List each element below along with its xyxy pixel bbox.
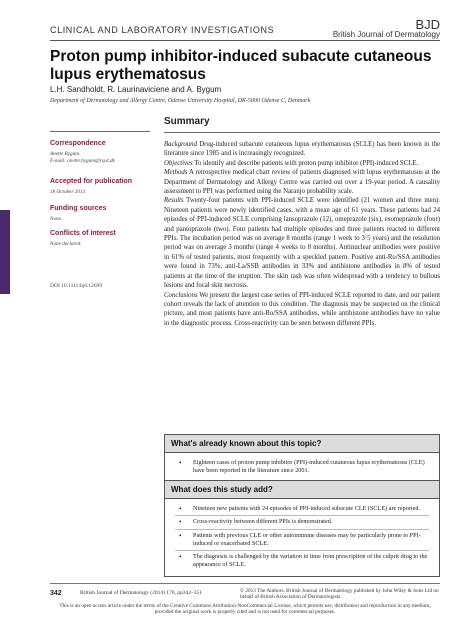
correspondence-name: Anette Bygum. (50, 151, 81, 157)
section-side-tab (0, 210, 10, 294)
abstract-conclusions (164, 291, 440, 329)
abstract-objectives (164, 159, 440, 168)
objectives-label: Objectives (164, 159, 193, 167)
doi[interactable]: DOI 10.1111/bjd.12699 (50, 283, 103, 289)
already-known-box (164, 434, 440, 483)
methods-label: Methods (164, 169, 188, 177)
list-item: • Patients with previous CLE or other autoimmune diseases may be particularly prone to PPI-induced or exacerbated SCLE. (175, 529, 429, 549)
methods-text: A retrospective medical chart review of patients diagnosed with lupus erythematosus at the Department of Dermatology and Allergy Centre was carried out over a 19-year period. A causality assessment to PPI was performed using the Naranjo probability scale. (164, 169, 440, 196)
correspondence-email[interactable]: E-mail: anette.bygum@rsyd.dk (50, 158, 115, 164)
conclusions-text: We present the largest case series of PPI-induced SCLE reported to date, and our patient cohort reveals the lack of attention to this condition. The diagnosis may be suspected on the clinical picture, and most patients have anti-Ro/SSA antibodies, while antihistone antibodies have no value in the diagnostic process. Cross-reactivity can be seen between different PPIs. (164, 291, 440, 327)
footer-citation: British Journal of Dermatology (2014) 170, pp342–351 (80, 590, 203, 596)
article-affiliation: Department of Dermatology and Allergy Centre, Odense University Hospital, DK-5000 Odense C, Denmark (50, 98, 311, 104)
conflicts-heading: Conflicts of interest (50, 230, 116, 237)
study-adds-heading: What does this study add? (165, 481, 439, 499)
abstract (164, 140, 440, 328)
accepted-date: 18 October 2013 (50, 189, 86, 195)
background-label: Background (164, 141, 197, 148)
journal-abbrev: BJD (415, 17, 440, 32)
accepted-heading: Accepted for publication (50, 178, 133, 185)
abstract-background (164, 140, 440, 159)
objectives-text: To identify and describe patients with proton pump inhibitor (PPI)-induced SCLE. (192, 159, 419, 167)
abstract-methods (164, 168, 440, 196)
conflicts-text: None declared. (50, 241, 82, 247)
running-header-section: CLINICAL AND LABORATORY INVESTIGATIONS (50, 25, 275, 35)
list-item: • Nineteen new patients with 24 episodes of PPI-induced subacute CLE (SCLE) are reported. (175, 505, 429, 513)
list-item: • Cross-reactivity between different PPIs is demonstrated. (175, 515, 429, 526)
abstract-results (164, 196, 440, 290)
already-known-heading: What's already known about this topic? (165, 435, 439, 453)
already-known-list (165, 453, 439, 482)
article-title: Proton pump inhibitor-induced subacute cutaneous lupus erythematosus (50, 48, 432, 83)
footer-copyright: © 2013 The Authors. British Journal of Dermatology published by John Wiley & Sons Ltd on behalf of British Association of Dermatologists. (240, 588, 439, 601)
sidebar-rule (50, 131, 150, 132)
study-adds-list (165, 499, 439, 576)
list-item: • The diagnosis is challenged by the variation in time from prescription of the culprit drug to the appearance of SCLE. (175, 550, 429, 570)
funding-heading: Funding sources (50, 205, 107, 212)
summary-rule (164, 132, 440, 133)
summary-heading: Summary (164, 116, 210, 127)
correspondence-heading: Correspondence (50, 140, 106, 147)
page-number: 342 (50, 590, 62, 597)
funding-text: None. (50, 216, 63, 222)
footer-license: This is an open access article under the terms of the Creative Commons Attribution-NonCommercial License, which permits use, distribution and reproduction in any medium, provided the original work is properly cited and is not used for commercial purposes. (59, 603, 431, 616)
list-item: • Eighteen cases of proton pump inhibitor (PPI)-induced cutaneous lupus erythematosus (CLE) have been reported in the literature since 2001. (175, 459, 429, 476)
conclusions-label: Conclusions (164, 291, 198, 299)
study-adds-box (164, 480, 440, 577)
footer-rule (50, 583, 440, 584)
header-rule (50, 40, 440, 41)
results-text: Twenty-four patients with PPI-induced SCLE were identified (21 women and three men). Nineteen patients were newly identified cases, with a mean age of 61 years. These patients had 24 episodes of PPI-induced SCLE comprising lansoprazole (12), omeprazole (six), esomeprazole (four) and pantoprazole (two). Four patients had multiple episodes and three patients reacted to different PPIs. The incubation period was on average 8 months (range 1 week to 3·5 years) and the resolution period was on average 3 months (range 4 weeks to 8 months). Antinuclear antibodies were positive in 61% of tested patients, most frequently with a speckled pattern. Positive anti-Ro/SSA antibodies were found in 73%, anti-La/SSB antibodies in 33% and antihistone antibodies in 8% of tested patients at the time of the eruption. The skin rash was often widespread with a tendency to bullous lesions and focal skin necrosis. (164, 197, 440, 290)
results-label: Results (164, 197, 184, 205)
article-authors: L.H. Sandholdt, R. Laurinaviciene and A. Bygum (50, 85, 222, 94)
background-text: Drug-induced subacute cutaneous lupus erythematosus (SCLE) has been known in the literature since 1985 and is increasingly recognized. (164, 141, 440, 158)
journal-name: British Journal of Dermatology (332, 30, 440, 39)
